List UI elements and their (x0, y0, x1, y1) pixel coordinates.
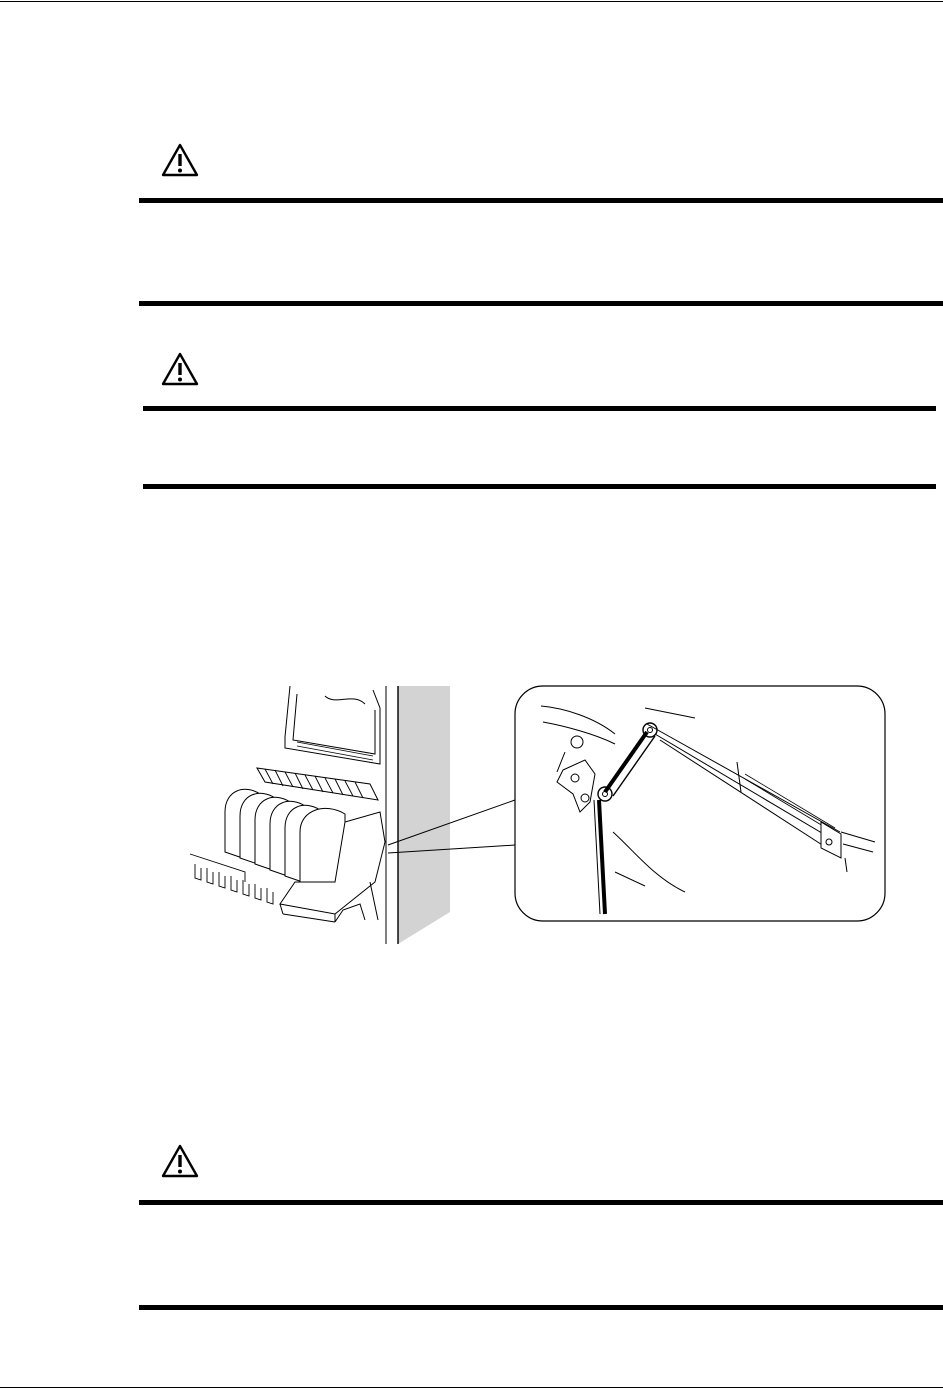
caution-top-rule (143, 406, 936, 411)
caution-bottom-rule (139, 1305, 943, 1310)
page-top-border (0, 1, 943, 2)
caution-top-rule (139, 198, 943, 203)
warning-triangle-icon (160, 1143, 200, 1179)
finisher-illustration (190, 686, 450, 944)
caution-bottom-rule (143, 484, 936, 489)
page-bottom-border (0, 1387, 943, 1388)
warning-triangle-icon (160, 351, 200, 387)
belt-detail-inset (515, 686, 885, 921)
warning-triangle-icon (160, 142, 200, 178)
caution-bottom-rule (139, 301, 943, 306)
figure-illustration (185, 682, 895, 950)
caution-top-rule (139, 1200, 943, 1205)
